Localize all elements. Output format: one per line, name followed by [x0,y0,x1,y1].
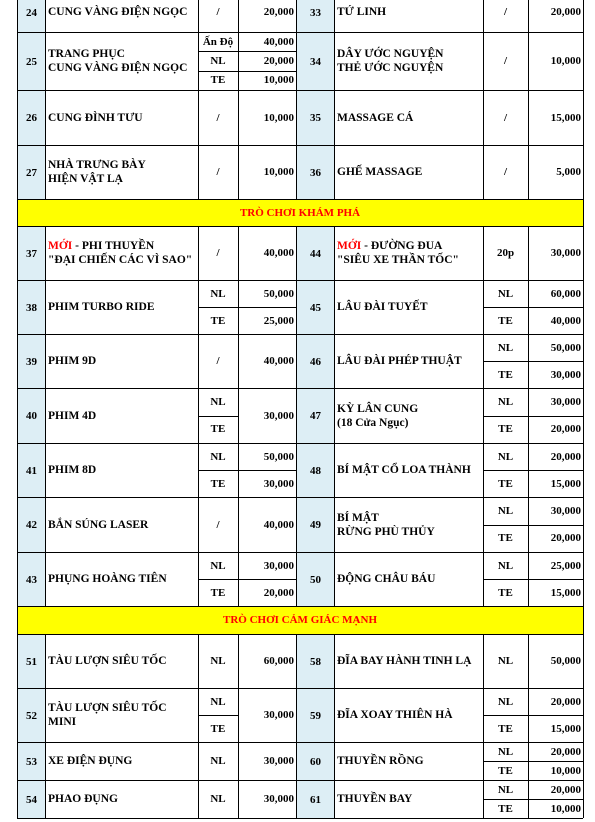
ticket-price: 20,000 [550,695,581,708]
grid-line [583,780,584,818]
grid-line [17,606,18,634]
ticket-price: 20,000 [263,54,294,67]
ride-name-text [337,354,462,368]
ride-name [334,742,483,780]
ride-number: 50 [297,553,334,606]
ride-name-text [48,239,192,267]
ride-name-label: GHẾ MASSAGE [337,166,423,178]
ride-name-text [337,754,424,768]
ticket-price: 5,000 [556,166,581,178]
ticket-type: NL [210,793,226,805]
ride-number: 39 [18,335,45,388]
ticket-type: TE [210,314,226,327]
ticket-type: NL [497,504,514,517]
ride-name-text [337,300,428,314]
ride-number: 58 [297,635,334,688]
ride-number: 59 [297,689,334,742]
ticket-price: 30,000 [263,559,294,572]
ride-name-text [48,5,187,19]
ticket-price: 15,000 [550,111,581,124]
ride-name-label: KỲ LÂN CUNG (18 Cửa Ngục) [337,402,419,429]
ticket-price: 30,000 [263,755,294,767]
ticket-price: 20,000 [550,745,581,758]
ticket-type: NL [497,655,514,667]
ride-name [334,388,483,443]
ticket-type: TE [210,722,226,735]
ticket-price: 10,000 [263,74,294,87]
ride-name-text [337,5,386,19]
ride-name [45,780,198,818]
ride-name-text [48,654,167,668]
ticket-type: TE [498,423,513,436]
ride-number: 49 [297,498,334,552]
ride-name-label: PHIM 8D [48,464,97,476]
ticket-type: / [216,355,220,367]
ride-number: 54 [18,781,45,818]
ride-name-label: ĐỘNG CHÂU BÁU [337,573,436,585]
ride-name-text [48,409,96,423]
ride-number: 27 [18,146,45,199]
ticket-price: 20,000 [550,783,581,796]
ride-name-label: BÍ MẬT RỪNG PHÙ THỦY [337,511,435,538]
ride-name [45,145,198,199]
ride-name [45,90,198,145]
ride-name-label: - PHI THUYỀN "ĐẠI CHIẾN CÁC VÌ SAO" [48,240,193,266]
grid-line [583,606,584,634]
ride-name-text [337,511,435,539]
ticket-type: NL [210,287,226,300]
ride-name [334,280,483,334]
ticket-type: NL [210,755,226,767]
ride-number: 36 [297,146,334,199]
ride-name-label: TRANG PHỤC CUNG VÀNG ĐIỆN NGỌC [48,48,188,74]
ticket-price: 25,000 [263,314,294,327]
grid-line [583,552,584,606]
ticket-price: 30,000 [550,395,581,408]
ticket-price: 15,000 [550,586,581,599]
ticket-type: / [216,518,220,531]
ticket-price: 25,000 [550,559,581,572]
ride-name [45,688,198,742]
new-tag: MỚI [337,240,362,252]
ride-number: 37 [18,227,45,280]
grid-line [17,606,583,607]
ride-name-label: PHIM TURBO RIDE [48,301,155,313]
grid-line [583,497,584,552]
ride-name [334,552,483,606]
ride-name-text [337,572,435,586]
ticket-type: 20p [496,247,515,259]
ride-name [45,443,198,497]
ticket-type: / [503,111,508,124]
ride-name-label: TỨ LINH [337,6,387,18]
ticket-price: 30,000 [550,247,581,259]
ride-number: 44 [297,227,334,280]
ride-name-label: XE ĐIỆN ĐỤNG [48,755,133,767]
ride-name-label: PHIM 9D [48,355,97,367]
ride-name [334,688,483,742]
ride-name-label: LÂU ĐÀI TUYẾT [337,301,428,313]
ride-name-text [48,518,148,532]
ride-name [45,280,198,334]
ride-number: 42 [18,498,45,552]
grid-line [583,634,584,688]
grid-line [583,443,584,497]
grid-line [583,280,584,334]
ticket-type: NL [210,655,226,667]
ride-number: 40 [18,389,45,443]
ride-name-label: CUNG VÀNG ĐIỆN NGỌC [48,6,188,18]
ticket-price: 40,000 [263,355,294,367]
ride-name-label: THUYỀN BAY [337,793,413,805]
grid-line [583,145,584,199]
ride-name-text [337,111,413,125]
ticket-price: 60,000 [550,287,581,300]
ticket-type: TE [210,423,226,436]
ride-name [45,552,198,606]
ride-name [334,634,483,688]
ticket-price: 20,000 [550,532,581,545]
ticket-type: TE [498,802,513,815]
ride-name-label: DÂY ƯỚC NGUYỆN THẺ ƯỚC NGUYỆN [337,48,444,74]
ticket-price: 20,000 [263,586,294,599]
ticket-price: 10,000 [263,166,294,178]
ticket-price: 20,000 [263,6,294,18]
ride-name-text [337,47,443,75]
ticket-type: TE [210,477,226,490]
section-header: TRÒ CHƠI KHÁM PHÁ [17,199,583,226]
ride-name-text [337,463,471,477]
ride-number: 26 [18,91,45,145]
ticket-price: 20,000 [550,423,581,436]
ride-name-label: NHÀ TRƯNG BÀY HIỆN VẬT LẠ [48,159,146,185]
grid-line [583,388,584,443]
ride-number: 52 [18,689,45,742]
ride-name-text [337,165,422,179]
ride-number: 46 [297,335,334,388]
ticket-type: / [503,55,508,67]
grid-line [17,818,583,819]
ride-name-label: - ĐƯỜNG ĐUA "SIÊU XE THẦN TỐC" [337,240,459,266]
ride-name-label: BÍ MẬT CỔ LOA THÀNH [337,464,471,476]
ticket-price: 30,000 [263,409,294,422]
ride-name-label: ĐĨA XOAY THIÊN HÀ [337,709,453,721]
ride-name-text [337,239,459,267]
ticket-type: / [216,6,220,18]
ticket-type: TE [498,764,513,777]
ticket-type: TE [498,532,513,545]
ride-name [45,334,198,388]
ticket-type: NL [497,287,514,300]
ride-number: 34 [297,33,334,90]
grid-line [583,334,584,388]
ticket-price: 10,000 [550,55,581,67]
grid-line [583,688,584,742]
ticket-type: TE [210,586,226,599]
grid-line [583,90,584,145]
ride-name [334,0,483,32]
ride-name-label: TÀU LƯỢN SIÊU TỐC [48,655,167,667]
ride-number: 48 [297,444,334,497]
ticket-type: TE [498,722,513,735]
ticket-price: 30,000 [550,504,581,517]
ride-name [334,90,483,145]
ride-name-text [337,708,453,722]
ticket-type: / [503,166,508,178]
ride-number: 43 [18,553,45,606]
grid-line [583,0,584,32]
ticket-price: 40,000 [263,35,294,48]
ride-number: 41 [18,444,45,497]
ride-number: 35 [297,91,334,145]
ride-name-label: BẮN SÚNG LASER [48,518,149,531]
ride-name [334,443,483,497]
ride-name [334,497,483,552]
ticket-type: NL [497,783,514,796]
ride-name [45,226,198,280]
ticket-type: NL [497,395,514,408]
grid-line [583,199,584,226]
ride-name-text [48,754,132,768]
grid-line [583,742,584,780]
ticket-price: 15,000 [550,477,581,490]
ride-name [334,226,483,280]
ticket-price: 60,000 [263,655,294,667]
ride-name [334,145,483,199]
ride-name-label: PHỤNG HOÀNG TIÊN [48,573,167,585]
ticket-type: TE [498,314,513,327]
ride-name-text [48,572,167,586]
new-tag: MỚI [48,240,73,252]
grid-line [583,226,584,280]
ticket-type: NL [210,450,226,463]
ride-name-label: TÀU LƯỢN SIÊU TỐC MINI [48,702,167,728]
ride-name-label: PHIM 4D [48,409,97,422]
ride-name-text [48,463,96,477]
ride-number: 60 [297,743,334,780]
ride-number: 24 [18,0,45,32]
ride-name-label: CUNG ĐÌNH TƯU [48,111,143,124]
ticket-type: TE [498,477,513,490]
ticket-price: 50,000 [550,655,581,667]
ticket-price: 20,000 [550,450,581,463]
ticket-price: 50,000 [263,287,294,300]
ticket-type: Ấn Độ [202,35,234,48]
ride-name-label: MASSAGE CÁ [337,111,414,124]
ride-name-text [48,792,118,806]
ride-number: 45 [297,281,334,334]
ticket-price: 30,000 [263,793,294,805]
ride-name [334,334,483,388]
ride-name [334,780,483,818]
ride-name [334,32,483,90]
ticket-price: 40,000 [550,314,581,327]
ride-name-text [48,701,167,729]
ticket-type: / [216,111,220,124]
ride-number: 51 [18,635,45,688]
ride-name-text [48,111,143,125]
ticket-type: / [503,6,508,18]
ticket-type: NL [497,341,514,354]
ride-name [45,742,198,780]
ride-name-text [48,47,187,75]
ride-name [45,0,198,32]
ride-name-text [337,792,412,806]
ticket-type: NL [497,745,514,758]
ride-name-label: PHAO ĐỤNG [48,793,118,805]
ride-name-text [48,354,96,368]
ride-number: 33 [297,0,334,32]
ride-name-text [48,158,146,186]
ticket-price: 10,000 [550,764,581,777]
ride-name [45,497,198,552]
ride-name-text [48,300,155,314]
ticket-type: TE [498,368,513,381]
ride-name [45,634,198,688]
ticket-price: 50,000 [263,450,294,463]
grid-line [583,32,584,90]
ticket-type: TE [210,74,226,87]
ride-number: 38 [18,281,45,334]
ticket-price: 40,000 [263,518,294,531]
ride-name-label: ĐĨA BAY HÀNH TINH LẠ [337,655,472,667]
ticket-type: NL [497,450,514,463]
ticket-price: 10,000 [550,802,581,815]
ticket-type: NL [210,559,226,572]
ride-name-label: LÂU ĐÀI PHÉP THUẬT [337,355,462,367]
ticket-price: 30,000 [550,368,581,381]
ride-number: 47 [297,389,334,443]
ride-number: 53 [18,743,45,780]
ticket-type: NL [497,559,514,572]
ride-name-label: THUYỀN RỒNG [337,755,424,767]
ticket-price: 15,000 [550,722,581,735]
ride-name-text [337,402,418,430]
ticket-type: / [216,247,220,259]
ticket-type: TE [498,586,513,599]
grid-line [17,199,583,200]
ticket-type: NL [210,695,226,708]
section-header: TRÒ CHƠI CẢM GIÁC MẠNH [17,606,583,634]
ticket-price: 30,000 [263,477,294,490]
ticket-price: 50,000 [550,341,581,354]
ticket-type: NL [210,54,226,67]
ride-name [45,388,198,443]
ticket-price: 10,000 [263,111,294,124]
grid-line [17,199,18,226]
ticket-type: / [216,166,220,178]
ticket-price: 30,000 [263,709,294,721]
ride-name [45,32,198,90]
ride-number: 25 [18,33,45,90]
ride-name-text [337,654,471,668]
ticket-type: NL [497,695,514,708]
ticket-type: NL [210,395,226,408]
ticket-price: 20,000 [550,6,581,18]
ride-number: 61 [297,781,334,818]
ticket-price: 40,000 [263,247,294,259]
